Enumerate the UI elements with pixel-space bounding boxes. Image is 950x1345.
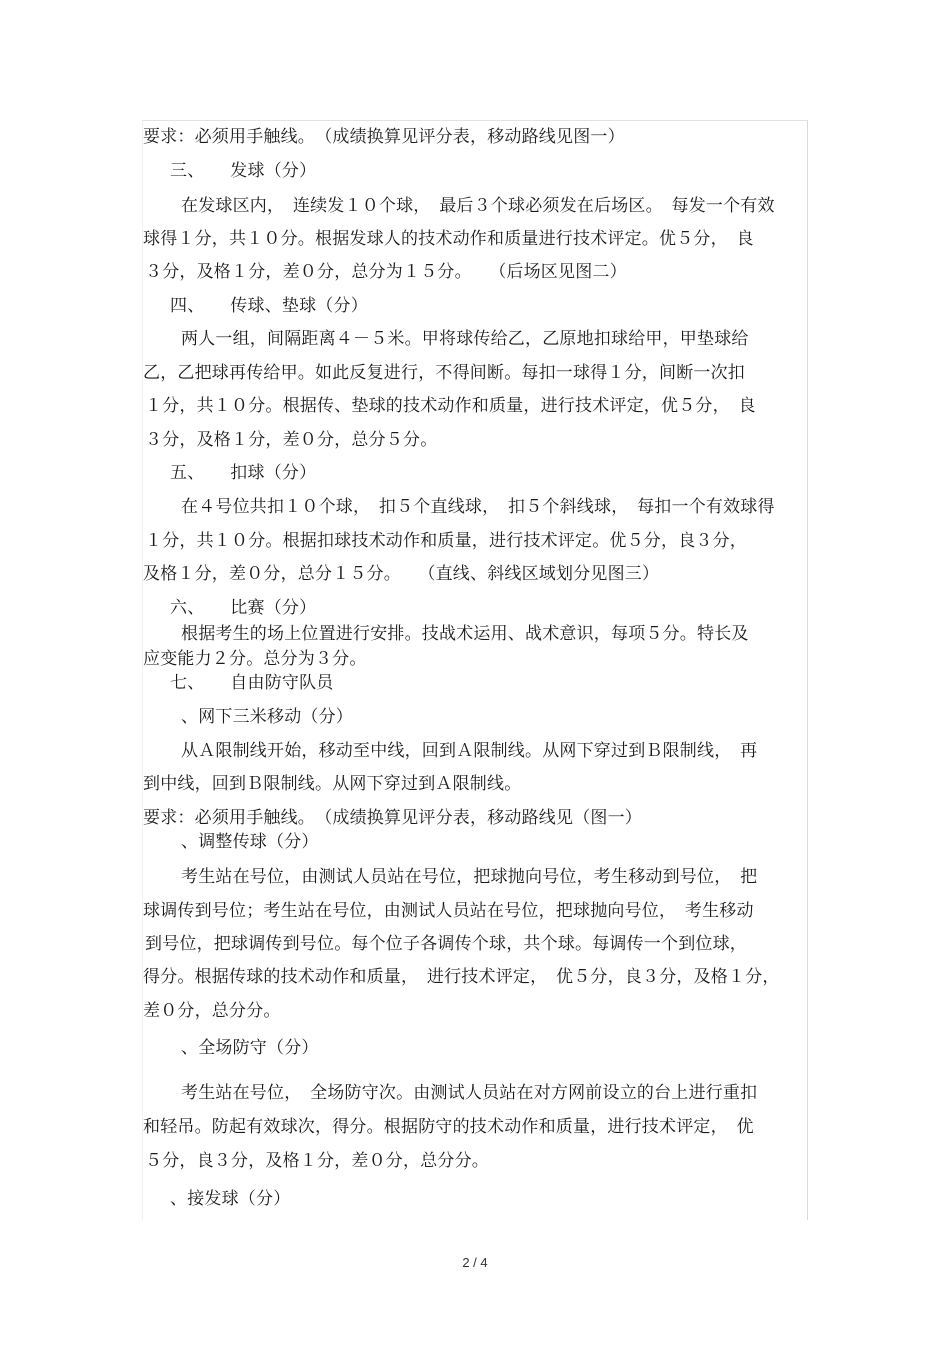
text-line: 两人一组，间隔距离４－５米。甲将球传给乙，乙原地扣球给甲，甲垫球给 [181,329,749,349]
text-line: 要求：必须用手触线。 （成绩换算见评分表，移动路线见（图一） [143,808,642,828]
text-line: 要求：必须用手触线。 （成绩换算见评分表，移动路线见图一） [143,127,625,147]
page-number: 2 / 4 [462,1255,488,1270]
text-line: 差０分，总分分。 [143,1001,281,1021]
section-heading: 六、 比赛（分） [170,598,317,618]
text-line: 考生站在号位，由测试人员站在号位，把球抛向号位，考生移动到号位， 把 [181,867,758,887]
text-line: 得分。根据传球的技术动作和质量， 进行技术评定， 优５分，良３分，及格１分， [143,967,780,987]
text-line: 在４号位共扣１０个球， 扣５个直线球， 扣５个斜线球， 每扣一个有效球得 [181,497,775,517]
text-line: 球得１分，共１０分。根据发球人的技术动作和质量进行技术评定。优５分， 良 [143,229,754,249]
text-line: 考生站在号位， 全场防守次。由测试人员站在对方网前设立的台上进行重扣 [181,1083,758,1103]
text-line: ３分，及格１分，差０分，总分５分。 [145,430,438,450]
text-line: ５分，良３分，及格１分，差０分，总分分。 [145,1151,489,1171]
text-line: １分，共１０分。根据扣球技术动作和质量，进行技术评定。优５分，良３分， [145,531,747,551]
text-line: 到中线，回到Ｂ限制线。从网下穿过到Ａ限制线。 [143,774,522,794]
text-line: １分，共１０分。根据传、垫球的技术动作和质量，进行技术评定，优５分， 良 [145,396,756,416]
section-heading: 五、 扣球（分） [170,463,317,483]
text-line: 及格１分，差０分，总分１５分。 （直线、斜线区域划分见图三） [143,564,660,584]
text-line: 应变能力２分。总分为３分。 [143,649,367,669]
text-line: 根据考生的场上位置进行安排。技战术运用、战术意识，每项５分。特长及 [181,624,749,644]
sub-heading: 、全场防守（分） [181,1038,319,1058]
section-heading: 七、 自由防守队员 [170,673,334,693]
sub-heading: 、调整传球（分） [181,832,319,852]
text-line: 球调传到号位；考生站在号位，由测试人员站在号位，把球抛向号位， 考生移动 [143,901,754,921]
text-line: 从Ａ限制线开始，移动至中线，回到Ａ限制线。从网下穿过到Ｂ限制线， 再 [181,741,758,761]
section-heading: 三、 发球（分） [170,161,317,181]
sub-heading: 、网下三米移动（分） [181,707,353,727]
text-line: 和轻吊。防起有效球次，得分。根据防守的技术动作和质量，进行技术评定， 优 [143,1117,754,1137]
text-line: 到号位，把球调传到号位。每个位子各调传个球，共个球。每调传一个到位球， [145,934,747,954]
text-line: 乙，乙把球再传给甲。如此反复进行，不得间断。每扣一球得１分，间断一次扣 [143,363,745,383]
text-line: ３分，及格１分，差０分，总分为１５分。 （后场区见图二） [145,262,627,282]
sub-heading: 、接发球（分） [170,1189,291,1209]
section-heading: 四、 传球、垫球（分） [170,296,368,316]
text-line: 在发球区内， 连续发１０个球， 最后３个球必须发在后场区。 每发一个有效 [181,196,775,216]
